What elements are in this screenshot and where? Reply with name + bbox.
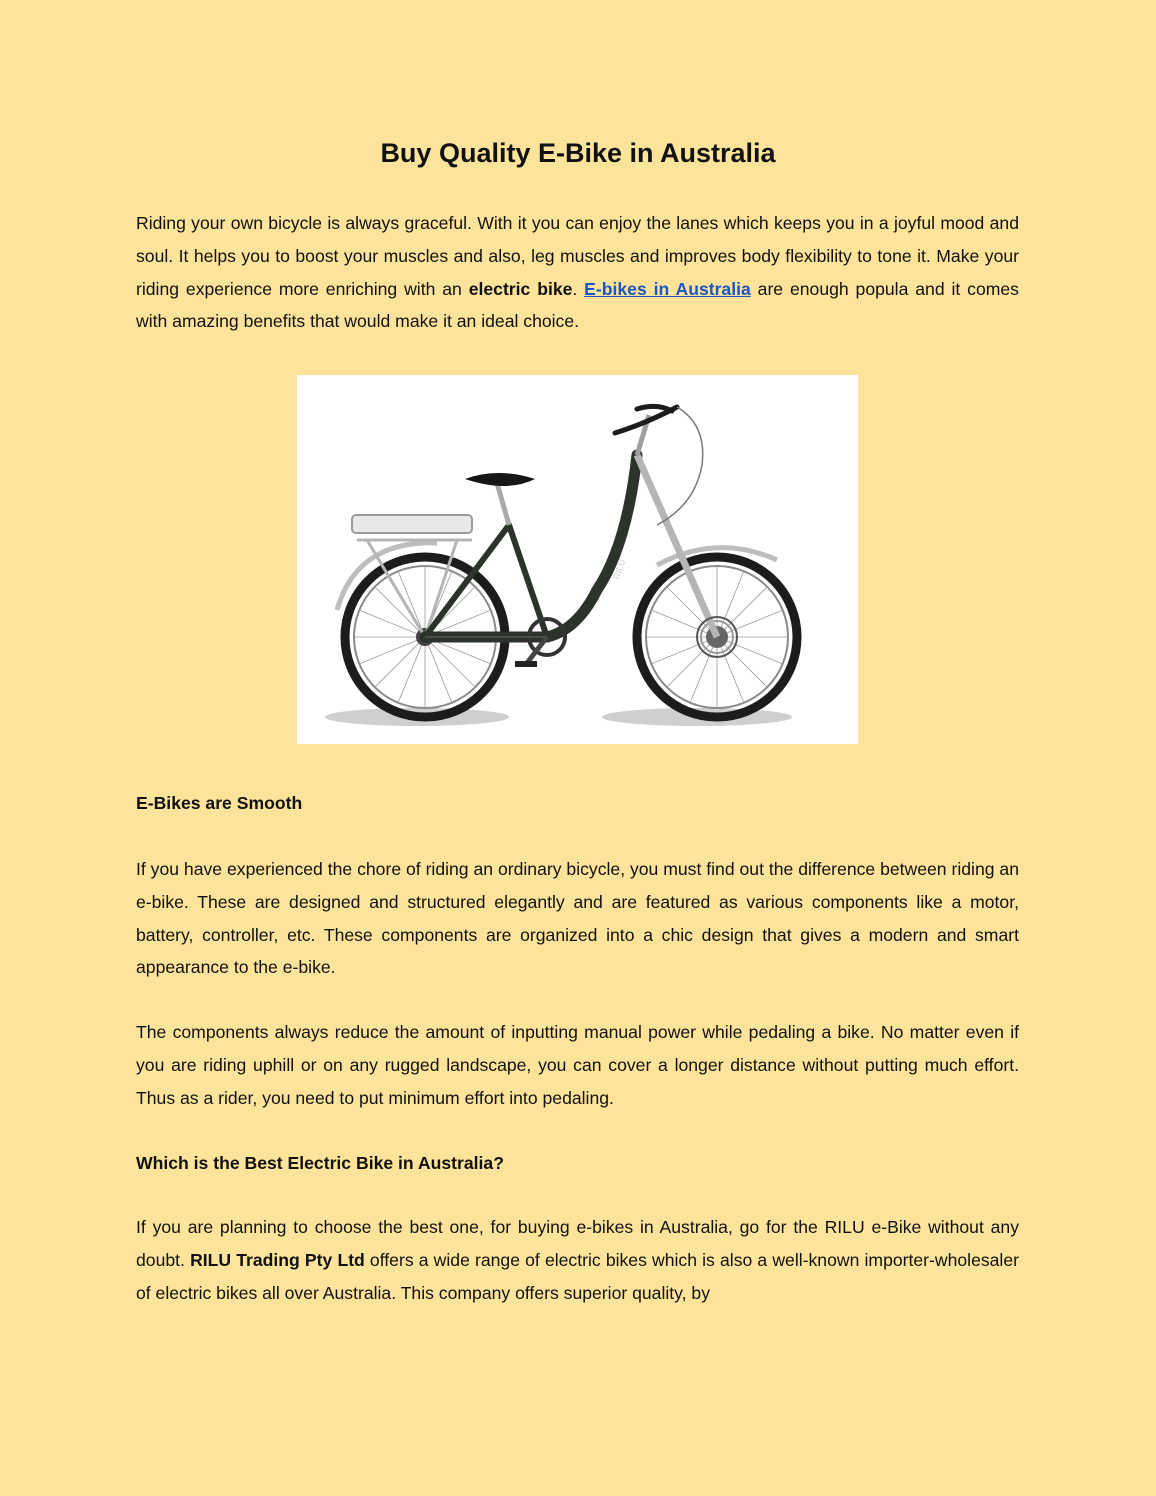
section-heading-best: Which is the Best Electric Bike in Australia? bbox=[136, 1153, 504, 1173]
best-text-end: offers a wide range of electric bikes which is also a well-known importer-wholesaler of electric bikes all over Australia. This company offers superior quality, by bbox=[136, 1249, 1019, 1303]
intro-separator: . bbox=[572, 278, 585, 299]
section-heading-smooth: E-Bikes are Smooth bbox=[136, 793, 303, 813]
document-title: Buy Quality E-Bike in Australia bbox=[380, 138, 776, 168]
intro-text-end: are enough popula and it comes with amazing benefits that would make it an ideal choice. bbox=[136, 278, 1019, 332]
electric-bike-bold: electric bike bbox=[468, 278, 573, 299]
best-ebike-paragraph bbox=[136, 1211, 1019, 1309]
intro-paragraph bbox=[136, 207, 1019, 338]
smooth-paragraph-2: The components always reduce the amount of inputting manual power while pedaling a bike. No matter even if you are riding uphill or on any rugged landscape, you can cover a longer distance without putting much effort. Thus as a rider, you need to put minimum effort into pedaling. bbox=[136, 1022, 1019, 1108]
best-text: If you are planning to choose the best one, for buying e-bikes in Australia, go for the RILU e-Bike without any doubt. bbox=[136, 1217, 1019, 1270]
smooth-paragraph-1: If you have experienced the chore of riding an ordinary bicycle, you must find out the difference between riding an e-bike. These are designed and structured elegantly and are featured as various components like a motor, battery, controller, etc. These components are organized into a chic design that gives a modern and smart appearance to the e-bike. bbox=[136, 859, 1019, 978]
rilu-company-bold: RILU Trading Pty Ltd bbox=[190, 1249, 365, 1270]
ebikes-australia-link[interactable]: E-bikes in Australia bbox=[584, 278, 751, 299]
ebike-photo bbox=[297, 375, 858, 744]
intro-text: Riding your own bicycle is always graceful. With it you can enjoy the lanes which keeps you in a joyful mood and soul. It helps you to boost your muscles and also, leg muscles and improves body flexibility to tone it. Make your riding experience more enriching with an bbox=[136, 213, 1019, 299]
frame-logo: RILU bbox=[611, 558, 628, 581]
